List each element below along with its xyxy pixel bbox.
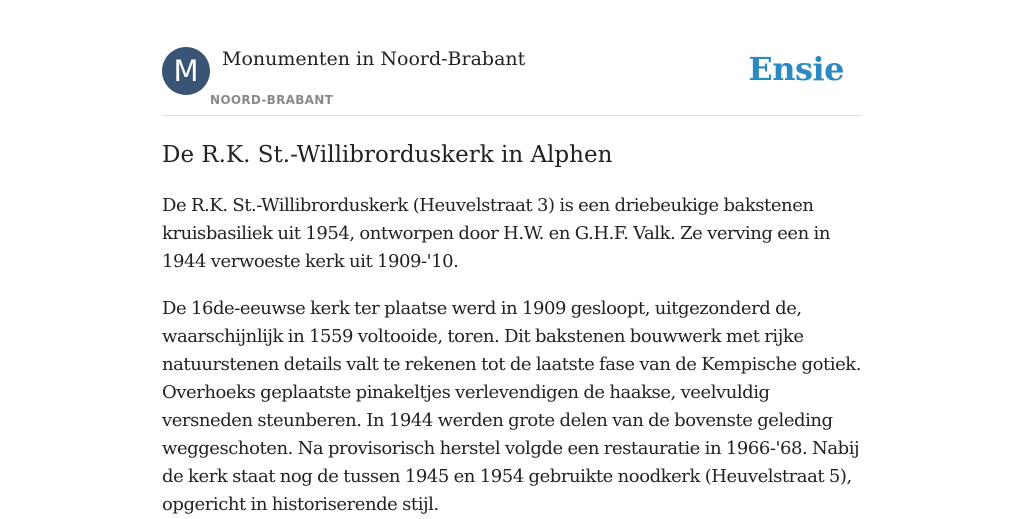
header-divider [162,115,862,116]
article-title: De R.K. St.-Willibrorduskerk in Alphen [162,142,613,168]
category-label-link[interactable]: NOORD-BRABANT [210,93,334,107]
page-header [162,47,862,116]
article-paragraph-2: De 16de-eeuwse kerk ter plaatse werd in 1909 gesloopt, uitgezonderd de, waarschijnlijk in 1559 voltooide, toren. Dit bakstenen bouwwerk met rijke natuurstenen details valt te rekenen tot de laatste fase van de Kempische gotiek. Overhoeks geplaatste pinakeltjes verlevendigen de haakse, veelvuldig versneden steunberen. In 1944 werden grote delen van de bovenste geleding weggeschoten. Na provisorisch herstel volgde een restauratie in 1966-'68. Nabij de kerk staat nog de tussen 1945 en 1954 gebruikte noodkerk (Heuvelstraat 5), opgericht in historiserende stijl. [162,298,862,515]
ensie-logo[interactable]: Ensie [748,50,844,88]
article-paragraph-1: De R.K. St.-Willibrorduskerk (Heuvelstraat 3) is een driebeukige bakstenen kruisbasiliek uit 1954, ontworpen door H.W. en G.H.F. Valk. Ze verving een in 1944 verwoeste kerk uit 1909-'10. [162,195,830,272]
site-title-link[interactable]: Monumenten in Noord-Brabant [222,48,526,70]
avatar[interactable]: M [162,47,210,95]
article-body [162,138,862,519]
